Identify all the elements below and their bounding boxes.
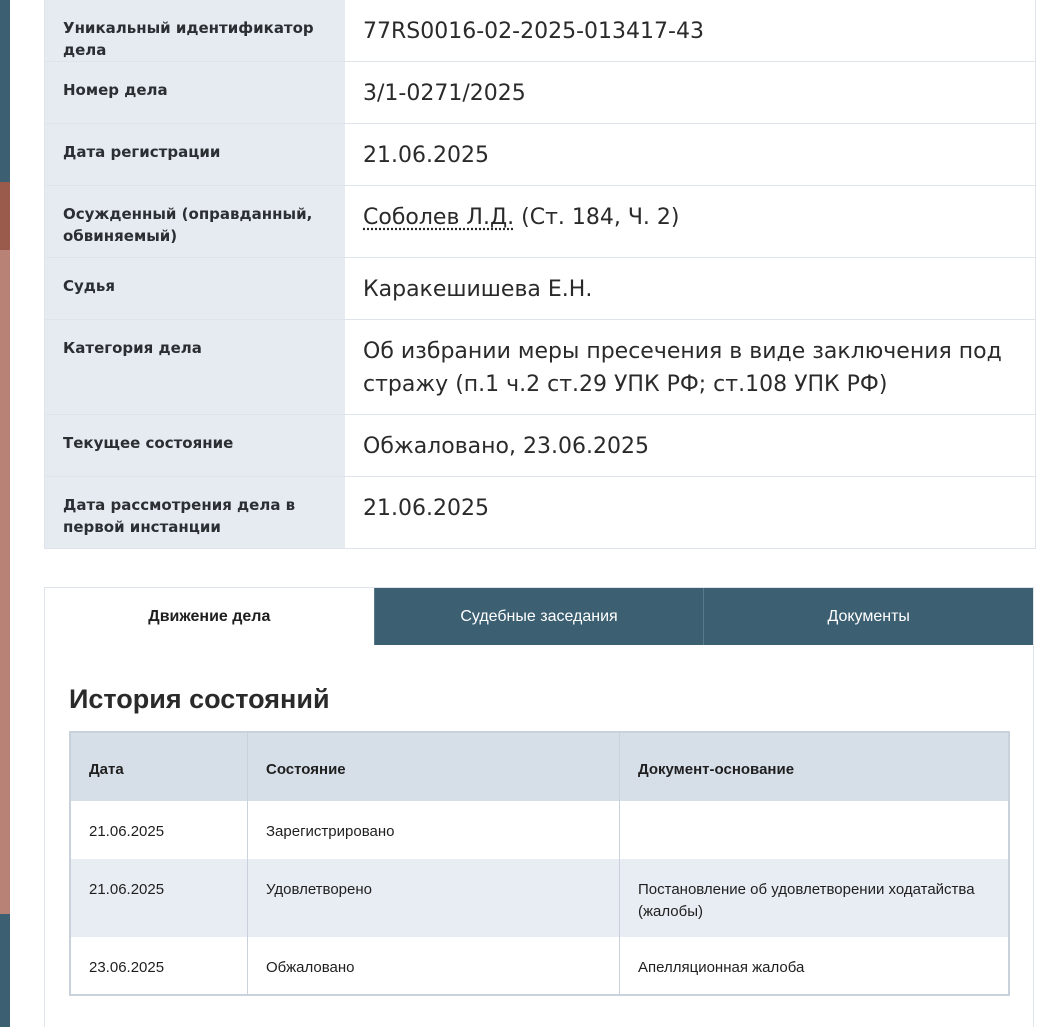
- window-edge-strip: [0, 250, 10, 914]
- case-info-label: Осужденный (оправданный, обвиняемый): [45, 186, 345, 257]
- case-info-row-registration-date: [45, 123, 1035, 185]
- case-info-label: Категория дела: [45, 320, 345, 414]
- cell-document: Апелляционная жалоба: [619, 937, 1008, 994]
- window-edge-strip: [0, 0, 10, 182]
- cell-date: 21.06.2025: [89, 823, 165, 840]
- table-row: [71, 801, 1008, 859]
- case-info-row-defendant: [45, 185, 1035, 257]
- case-info-value: Каракешишева Е.Н.: [363, 277, 593, 302]
- case-info-label: Дата рассмотрения дела в первой инстанции: [45, 477, 345, 548]
- case-info-row-uid: [45, 0, 1035, 61]
- case-info-label: Судья: [45, 258, 345, 319]
- case-info-value: [345, 186, 1035, 257]
- case-info-label: Текущее состояние: [45, 415, 345, 476]
- window-edge-strip: [0, 182, 10, 250]
- table-row: [71, 937, 1008, 994]
- case-info-row-judge: [45, 257, 1035, 319]
- section-title: История состояний: [69, 684, 330, 714]
- tab-bar: [45, 588, 1033, 645]
- cell-state: Зарегистрировано: [247, 801, 619, 859]
- case-info-row-category: [45, 319, 1035, 414]
- column-header-state: Состояние: [247, 733, 619, 801]
- tab-case-movement[interactable]: Движение дела: [45, 588, 374, 645]
- case-info-value: Об избрании меры пресечения в виде заключения под стражу (п.1 ч.2 ст.29 УПК РФ; ст.108 УПК РФ): [363, 339, 1002, 397]
- case-tabs-panel: [44, 587, 1034, 1027]
- column-header-document: Документ-основание: [619, 733, 1008, 801]
- table-row: [71, 859, 1008, 937]
- cell-state: Удовлетворено: [247, 859, 619, 937]
- case-info-value: 21.06.2025: [363, 496, 489, 521]
- case-info-table: [44, 0, 1036, 549]
- case-info-label: Дата регистрации: [45, 124, 345, 185]
- case-info-row-number: [45, 61, 1035, 123]
- cell-document: [619, 801, 1008, 859]
- table-header-row: [71, 733, 1008, 801]
- tab-documents[interactable]: Документы: [703, 588, 1033, 645]
- case-info-row-status: [45, 414, 1035, 476]
- tab-court-hearings[interactable]: Судебные заседания: [374, 588, 704, 645]
- case-info-label: Номер дела: [45, 62, 345, 123]
- column-header-date: Дата: [89, 761, 124, 778]
- cell-state: Обжаловано: [247, 937, 619, 994]
- case-info-value: 77RS0016-02-2025-013417-43: [363, 19, 704, 44]
- defendant-article: (Ст. 184, Ч. 2): [514, 205, 680, 230]
- case-info-row-first-instance-date: [45, 476, 1035, 548]
- case-info-value: 3/1-0271/2025: [363, 81, 526, 106]
- case-info-value: 21.06.2025: [363, 143, 489, 168]
- cell-date: 21.06.2025: [89, 881, 165, 898]
- case-info-value: Обжаловано, 23.06.2025: [363, 434, 649, 459]
- defendant-link[interactable]: Соболев Л.Д.: [363, 205, 515, 230]
- status-history-table: [69, 731, 1010, 996]
- cell-document: Постановление об удовлетворении ходатайства (жалобы): [619, 859, 1008, 937]
- case-info-label: Уникальный идентификатор дела: [45, 0, 345, 61]
- window-edge-strip: [0, 914, 10, 1027]
- cell-date: 23.06.2025: [89, 959, 165, 976]
